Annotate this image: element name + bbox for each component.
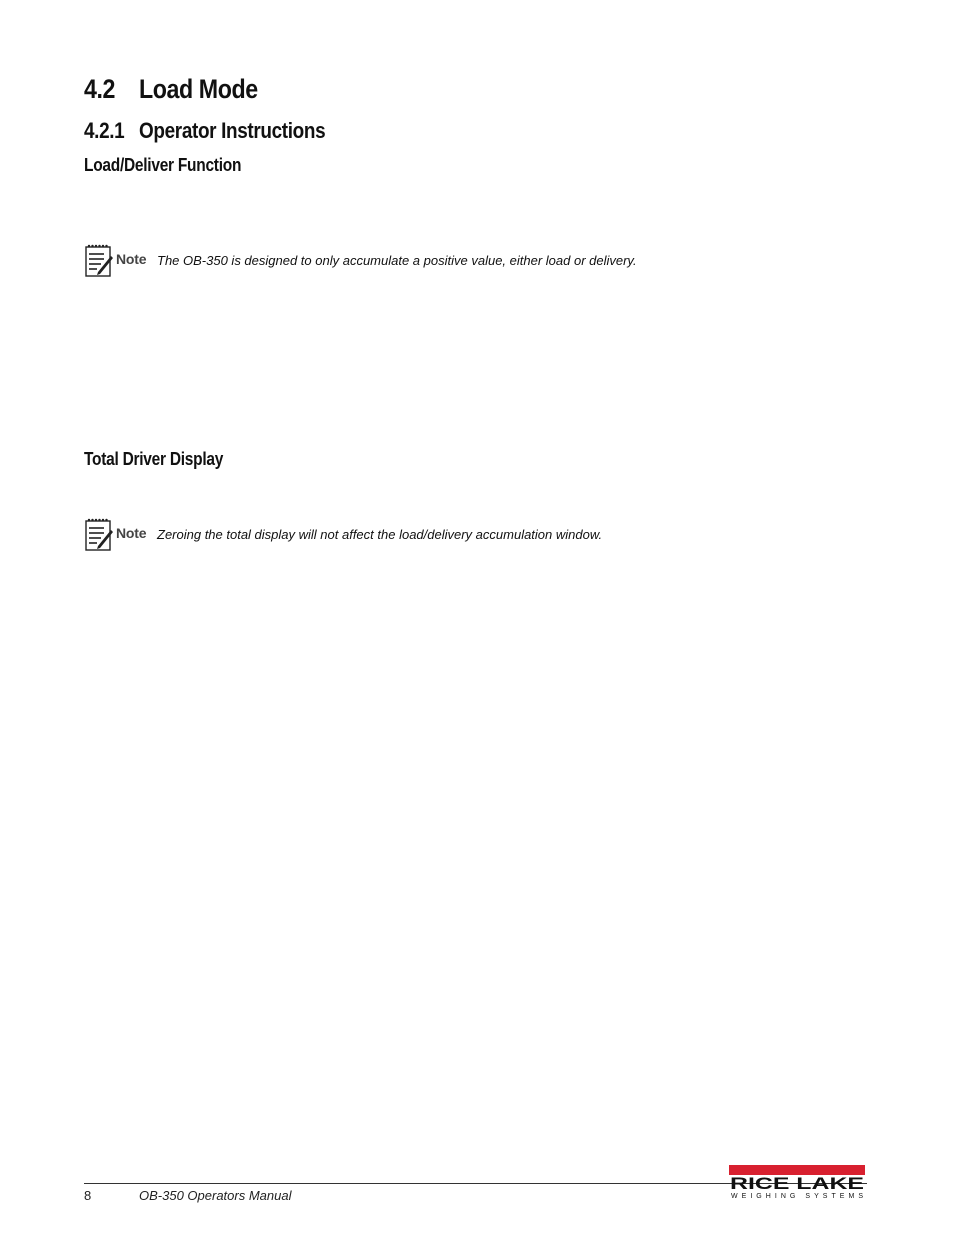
- logo-subtext: WEIGHING SYSTEMS: [731, 1193, 863, 1200]
- note-label: Note: [116, 251, 147, 267]
- note-block: [84, 242, 784, 278]
- logo-text: RICE LAKE: [730, 1174, 864, 1193]
- rice-lake-logo: [729, 1164, 869, 1200]
- note-label: Note: [116, 525, 147, 541]
- section-number: 4.2: [84, 74, 116, 104]
- page-number: 8: [84, 1188, 92, 1203]
- note-text: Zeroing the total display will not affect the load/delivery accumulation window.: [157, 527, 603, 542]
- note-text: The OB-350 is designed to only accumulate a positive value, either load or delivery.: [157, 253, 637, 268]
- note-block: [84, 516, 784, 552]
- subsection-title: Operator Instructions: [139, 118, 326, 143]
- section-heading: [84, 74, 258, 105]
- section-title: Load Mode: [139, 74, 258, 104]
- subsection-number: 4.2.1: [84, 118, 125, 143]
- load-deliver-heading: Load/Deliver Function: [84, 155, 242, 175]
- notepad-icon: [84, 516, 114, 552]
- total-driver-heading: Total Driver Display: [84, 449, 224, 469]
- manual-title: OB-350 Operators Manual: [139, 1188, 292, 1203]
- notepad-icon: [84, 242, 114, 278]
- subsection-heading: [84, 118, 325, 144]
